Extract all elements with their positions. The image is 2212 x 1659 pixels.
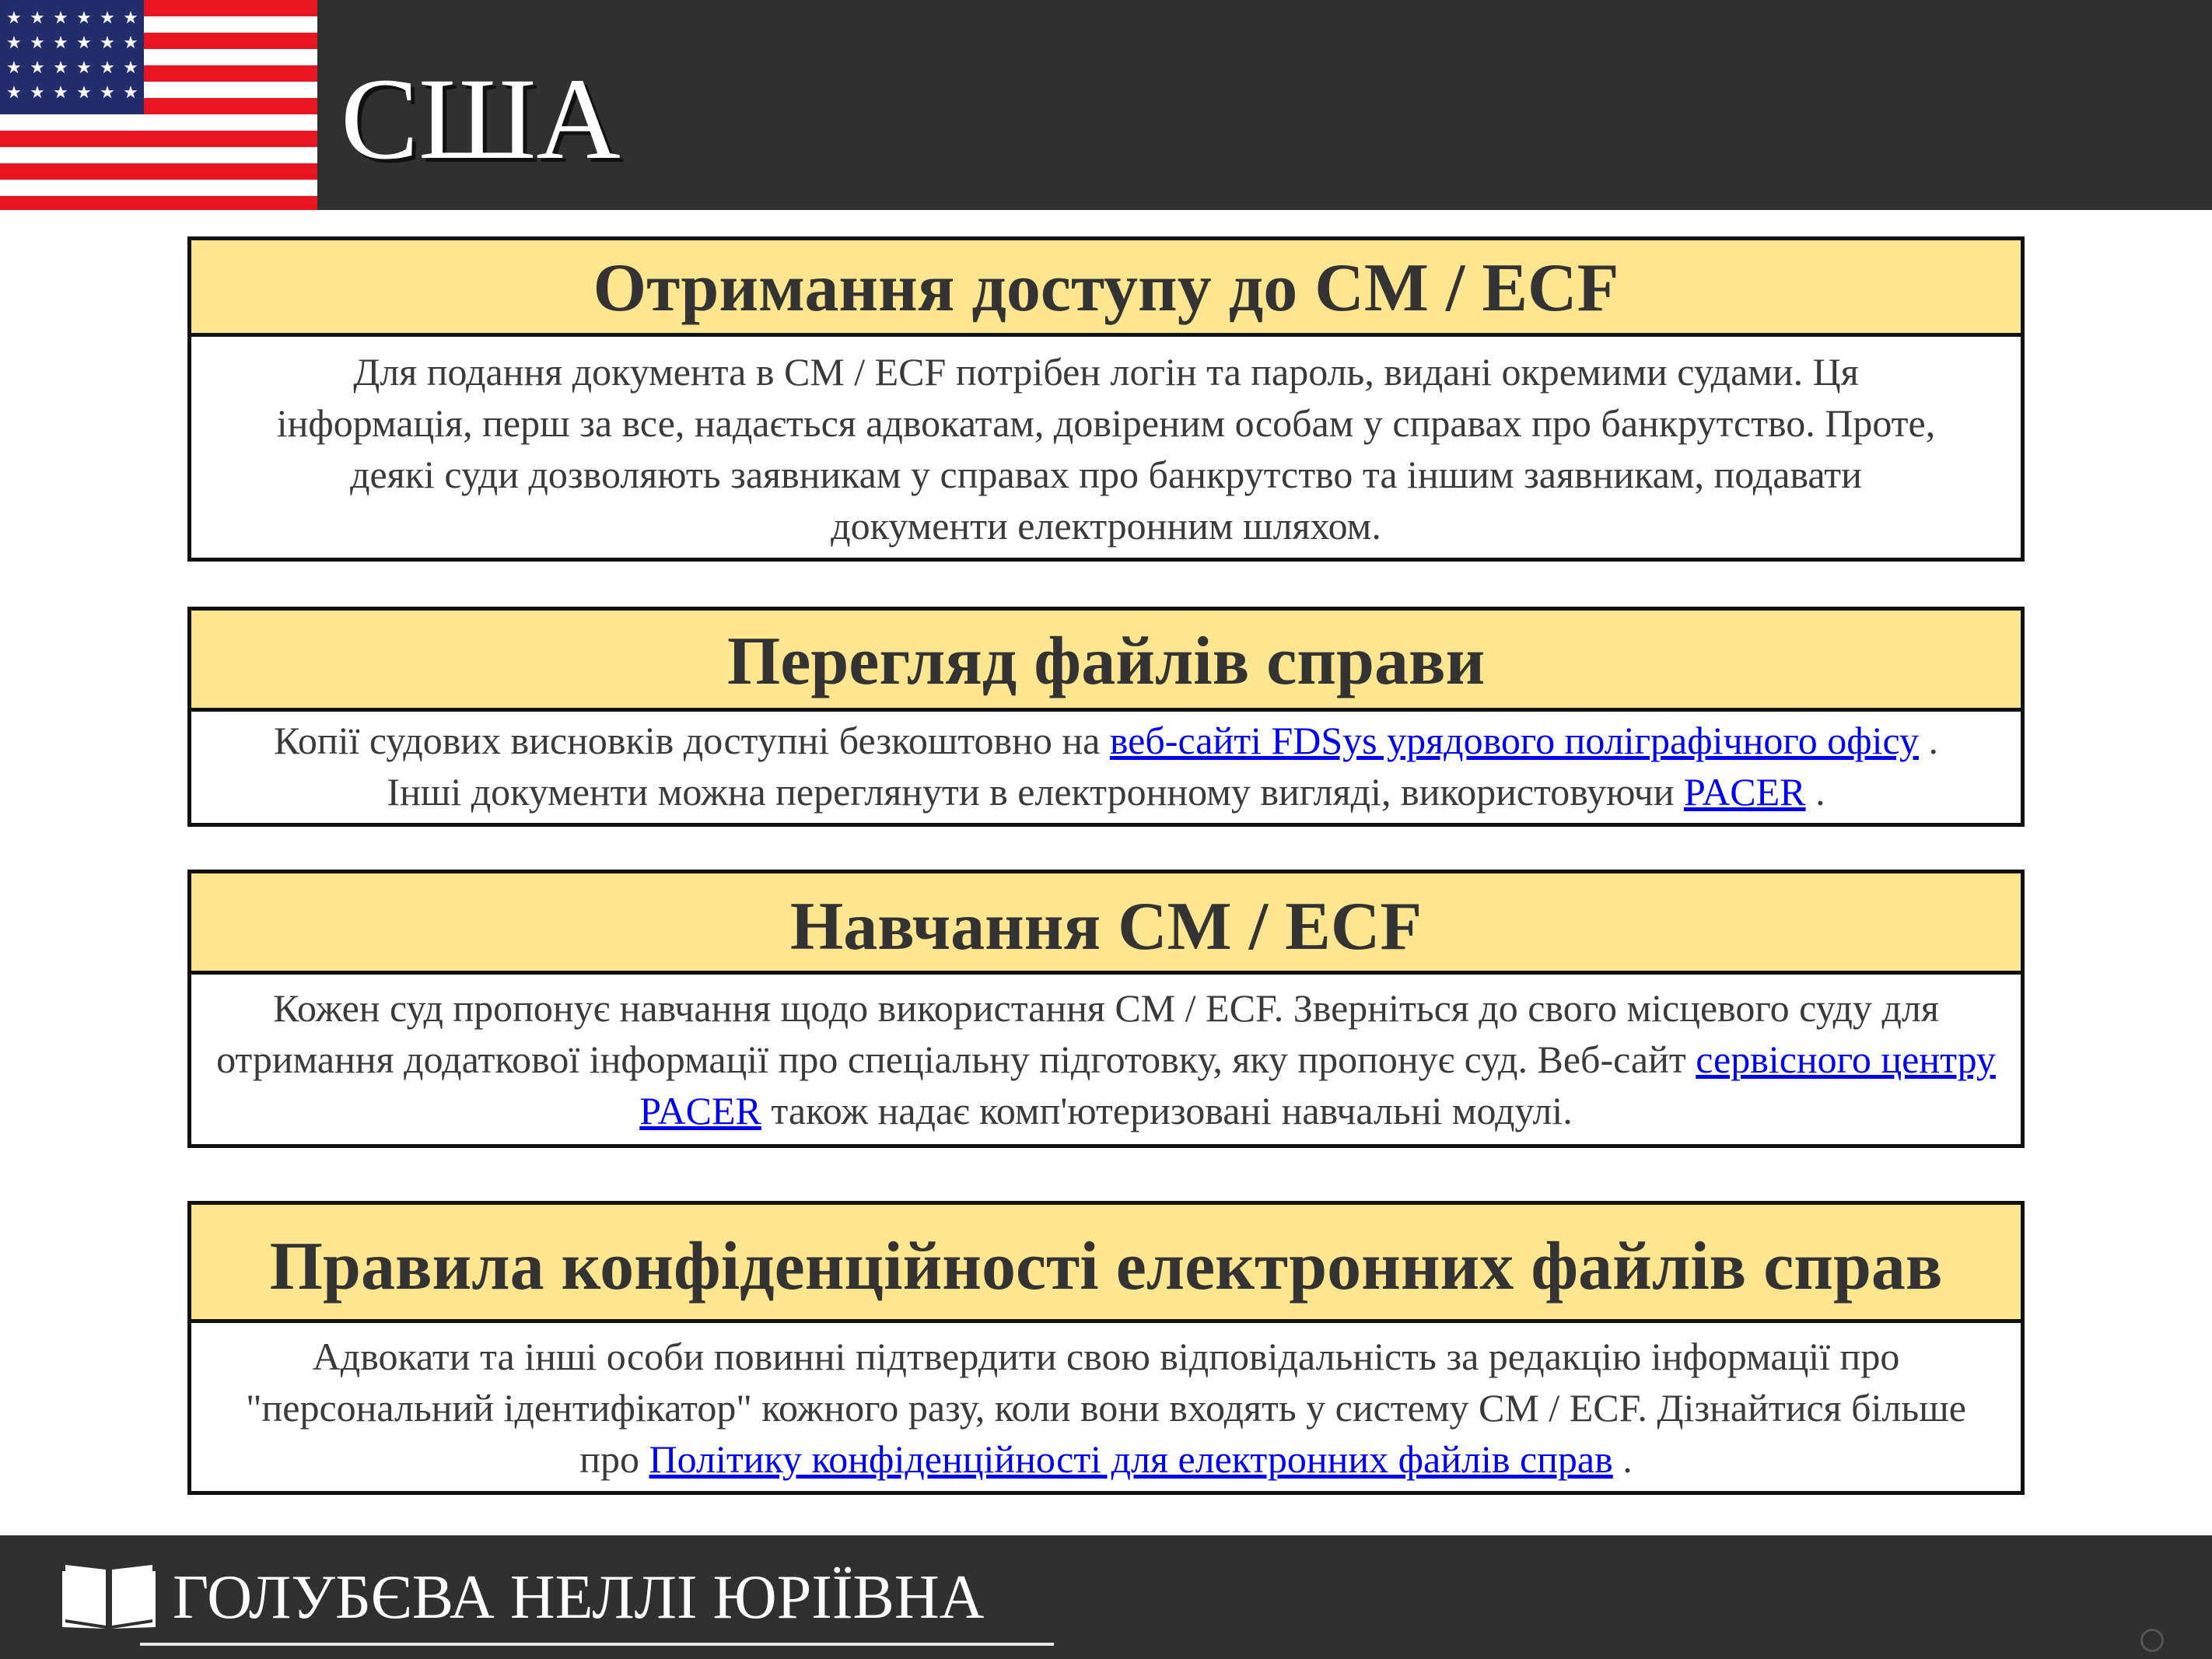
section-view-files [187,607,2025,827]
text-span: . [1805,770,1825,814]
section-text [191,1323,2021,1485]
svg-text:★: ★ [76,58,92,78]
fdsys-link[interactable]: веб-сайті FDSys урядового поліграфічного офісу [1109,719,1920,762]
section-privacy [187,1201,2025,1495]
text-span: Кожен суд пропонує навчання щодо використання CM / ECF. Зверніться до свого місцевого суду для отримання додаткової інформації про спеціальну підготовку, яку пропонує суд. Веб-сайт [216,986,1939,1081]
section-text [191,712,2021,817]
svg-text:★: ★ [100,83,115,103]
svg-text:★: ★ [76,9,92,28]
text-span: Копії судових висновків доступні безкоштовно на [273,719,1110,762]
svg-text:★: ★ [6,9,22,28]
svg-text:★: ★ [76,33,92,53]
section-heading: Отримання доступу до CM / ECF [191,240,2021,337]
svg-text:★: ★ [100,9,115,28]
text-span: . [1612,1437,1633,1481]
svg-text:★: ★ [30,83,45,103]
pacer-link[interactable]: PACER [1683,770,1806,814]
circle-icon [2140,1629,2164,1652]
svg-text:★: ★ [100,58,115,78]
svg-text:★: ★ [30,33,45,53]
footer-divider [140,1643,1054,1646]
header-bar [0,0,2212,210]
page-title: США [341,54,621,184]
author-name: ГОЛУБЄВА НЕЛЛІ ЮРІЇВНА [173,1563,985,1632]
privacy-policy-link[interactable]: Політику конфіденційності для електронних файлів справ [649,1437,1613,1481]
svg-text:★: ★ [53,33,68,53]
svg-text:★: ★ [6,58,22,78]
section-heading: Правила конфіденційності електронних файлів справ [191,1205,2021,1323]
svg-text:★: ★ [123,33,138,53]
us-flag-icon [0,0,317,210]
svg-text:★: ★ [53,9,68,28]
open-book-icon [62,1559,156,1629]
footer-bar [0,1535,2212,1659]
svg-text:★: ★ [53,83,68,103]
svg-text:★: ★ [6,33,22,53]
svg-text:★: ★ [123,83,138,103]
text-span: також надає комп'ютеризовані навчальні модулі. [761,1089,1573,1132]
svg-text:★: ★ [30,58,45,78]
section-training [187,870,2025,1148]
section-text: Для подання документа в CM / ECF потрібен логін та пароль, видані окремими судами. Ця інформація, перш за все, надається адвокатам, довіреним особам у справах про банкрутство. Проте, деякі суди дозволяють заявникам у справах про банкрутство та іншим заявникам, подавати документи електронним шляхом. [276,350,1936,548]
svg-text:★: ★ [53,58,68,78]
section-heading: Навчання CM / ECF [191,873,2021,975]
section-text [191,975,2021,1136]
section-access [187,236,2025,562]
text-span: Адвокати та інші особи повинні підтвердити свою відповідальність за редакцію інформації про "персональний ідентифікатор" кожного разу, коли вони входять у систему CM / ECF. Дізнайтися більше про [246,1335,1966,1481]
svg-text:★: ★ [6,83,22,103]
svg-text:★: ★ [100,33,115,53]
svg-text:★: ★ [123,58,138,78]
pacer-service-center-link[interactable]: сервісного центру PACER [639,1038,1996,1132]
svg-text:★: ★ [30,9,45,28]
text-span: . Інші документи можна переглянути в електронному вигляді, використовуючи [387,719,1939,814]
svg-text:★: ★ [123,9,138,28]
section-heading: Перегляд файлів справи [191,611,2021,712]
svg-text:★: ★ [76,83,92,103]
